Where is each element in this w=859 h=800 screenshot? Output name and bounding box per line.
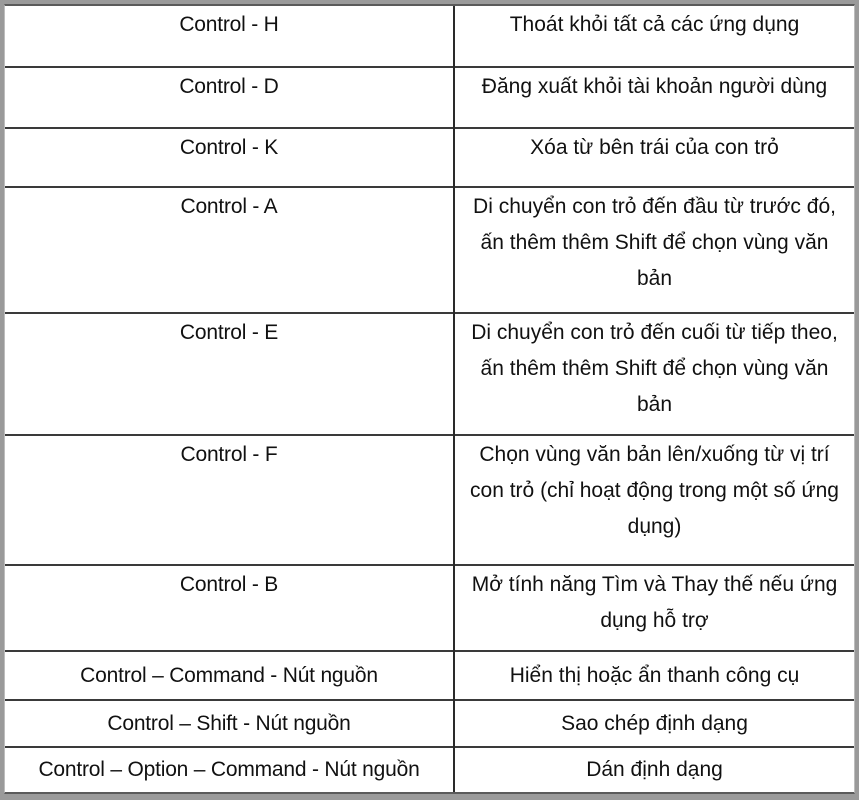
shortcut-cell: Control - E: [5, 313, 454, 435]
mac-shortcut-table: [5, 6, 854, 792]
table-row: [5, 565, 854, 651]
description-cell: Dán định dạng: [454, 747, 854, 792]
shortcut-cell: Control – Command - Nút nguồn: [5, 651, 454, 700]
shortcut-cell: Control - A: [5, 187, 454, 313]
table-row: [5, 700, 854, 747]
table-row: [5, 187, 854, 313]
shortcut-cell: Control - D: [5, 67, 454, 128]
description-cell: Thoát khỏi tất cả các ứng dụng: [509, 13, 800, 36]
description-cell: Xóa từ bên trái của con trỏ: [454, 128, 854, 187]
table-row: [5, 651, 854, 700]
shortcut-cell: Control - F: [5, 435, 454, 565]
shortcut-cell: Control – Option – Command - Nút nguồn: [5, 747, 454, 792]
shortcut-cell: Control - B: [5, 565, 454, 651]
table-row: [5, 313, 854, 435]
description-cell: Chọn vùng văn bản lên/xuống từ vị trí con trỏ (chỉ hoạt động trong một số ứng dụng): [454, 435, 854, 565]
table-row: [5, 128, 854, 187]
table-row: [5, 435, 854, 565]
shortcut-cell: Control - H: [5, 6, 454, 67]
description-cell: Đăng xuất khỏi tài khoản người dùng: [454, 67, 854, 128]
description-cell: Di chuyển con trỏ đến cuối từ tiếp theo, ấn thêm thêm Shift để chọn vùng văn bản: [454, 313, 854, 435]
description-cell: Hiển thị hoặc ẩn thanh công cụ: [454, 651, 854, 700]
shortcut-cell: Control - K: [5, 128, 454, 187]
description-cell: Mở tính năng Tìm và Thay thế nếu ứng dụng hỗ trợ: [454, 565, 854, 651]
description-cell: Di chuyển con trỏ đến đầu từ trước đó, ấn thêm thêm Shift để chọn vùng văn bản: [454, 187, 854, 313]
shortcut-table-frame: [4, 4, 855, 794]
shortcut-cell: Control – Shift - Nút nguồn: [5, 700, 454, 747]
table-row: [5, 67, 854, 128]
table-row: [5, 6, 854, 67]
description-cell: Sao chép định dạng: [454, 700, 854, 747]
table-row: [5, 747, 854, 792]
